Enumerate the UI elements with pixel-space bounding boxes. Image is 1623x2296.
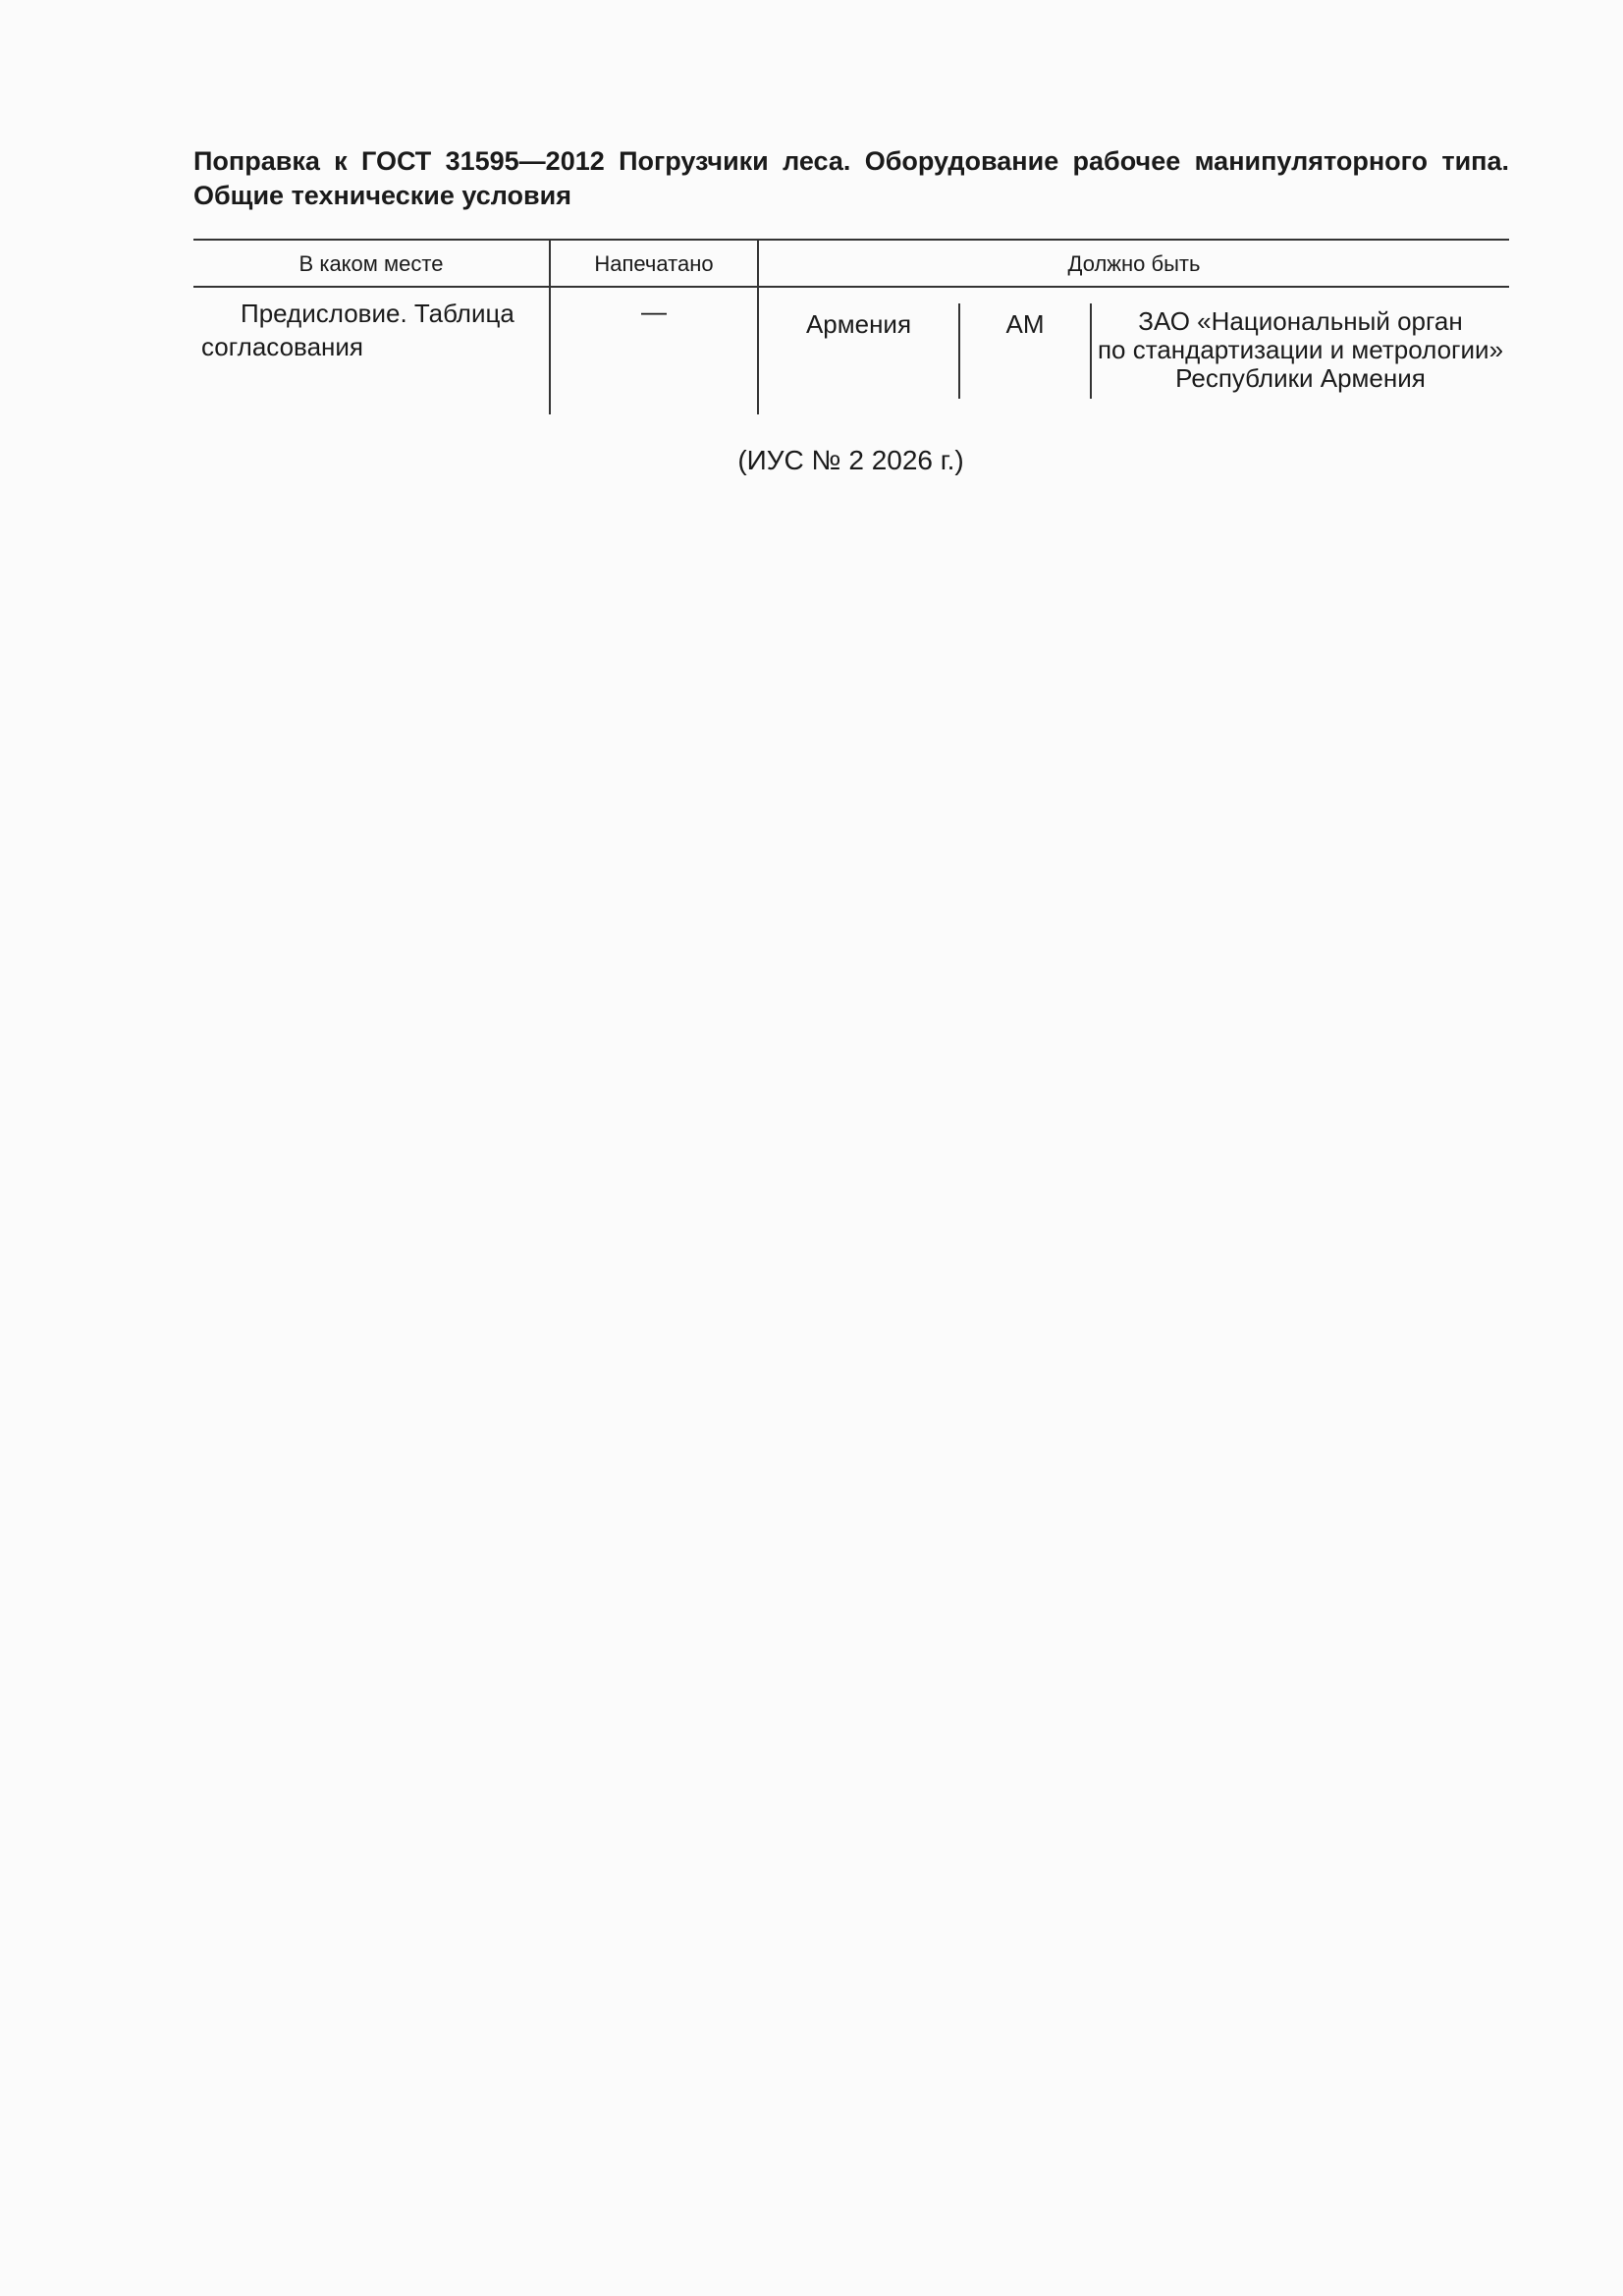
document-title [193,144,1509,213]
header-should-be: Должно быть [1067,251,1201,276]
cell-country-code: AM [1005,309,1045,339]
document-title-line1: Поправка к ГОСТ 31595—2012 Погрузчики леса. Оборудование рабочее манипуляторного типа. [193,146,1509,176]
body-divider-2 [757,287,759,414]
organization-line1: ЗАО «Национальный орган [1138,306,1463,336]
cell-where-line1: Предисловие. Таблица [241,299,514,328]
cell-where-line2: согласования [201,332,363,361]
table-top-rule [193,239,1509,241]
header-where: В каком месте [298,251,444,276]
header-printed: Напечатано [594,251,714,276]
organization-line2: по стандартизации и метрологии» [1097,335,1504,364]
cell-country: Армения [805,309,912,339]
organization-line3: Республики Армения [1175,363,1426,393]
table-header-rule [193,286,1509,288]
issue-reference: (ИУС № 2 2026 г.) [737,445,964,475]
document-title-line2: Общие технические условия [193,181,571,210]
cell-organization [1092,307,1509,393]
cell-printed: — [641,297,667,326]
